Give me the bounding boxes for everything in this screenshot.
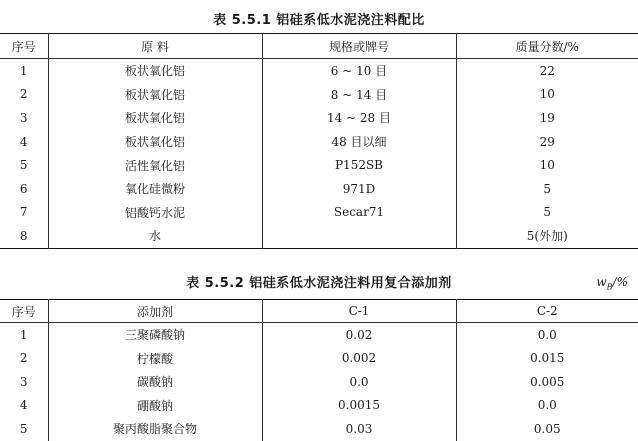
header-index: 序号	[0, 300, 48, 323]
row-index: 4	[19, 134, 28, 149]
additive-table	[0, 299, 638, 441]
row-index: 5	[19, 421, 28, 436]
table-row	[0, 394, 638, 418]
header-material: 原 料	[48, 34, 262, 59]
table-row	[0, 323, 638, 347]
spec: 48 目以细	[262, 130, 456, 154]
material: 水	[48, 224, 262, 248]
mass-fraction: 5	[456, 177, 638, 201]
row-index: 3	[19, 110, 28, 125]
additive: 硼酸钠	[48, 394, 262, 418]
unit-label	[596, 275, 628, 291]
material: 板状氧化铝	[48, 106, 262, 130]
c2-value: 0.005	[456, 370, 638, 394]
c2-value: 0.05	[456, 417, 638, 441]
spec: P152SB	[262, 153, 456, 177]
mix-ratio-table	[0, 33, 638, 249]
table-row	[0, 201, 638, 225]
row-index: 1	[19, 63, 28, 78]
header-additive: 添加剂	[48, 300, 262, 323]
table-row	[0, 153, 638, 177]
header-mass-fraction: 质量分数/%	[456, 34, 638, 59]
mass-fraction: 10	[456, 83, 638, 107]
table1-caption: 表 5.5.1 铝硅系低水泥浇注料配比	[213, 13, 425, 28]
table-row	[0, 59, 638, 83]
additive: 三聚磷酸钠	[48, 323, 262, 347]
material: 板状氧化铝	[48, 130, 262, 154]
c1-value: 0.02	[262, 323, 456, 347]
row-index: 3	[19, 374, 28, 389]
row-index: 8	[19, 228, 28, 243]
mass-fraction: 29	[456, 130, 638, 154]
header-index: 序号	[0, 34, 48, 59]
row-index: 2	[19, 87, 28, 102]
spec: 971D	[262, 177, 456, 201]
material: 氧化硅微粉	[48, 177, 262, 201]
additive: 碳酸钠	[48, 370, 262, 394]
header-c2: C-2	[456, 300, 638, 323]
material: 活性氧化铝	[48, 153, 262, 177]
header-spec: 规格或牌号	[262, 34, 456, 59]
material: 铝酸钙水泥	[48, 201, 262, 225]
spec: 14 ~ 28 目	[262, 106, 456, 130]
row-index: 7	[19, 205, 28, 220]
row-index: 2	[19, 351, 28, 366]
table-header-row	[0, 300, 638, 323]
table-row	[0, 130, 638, 154]
c2-value: 0.015	[456, 347, 638, 371]
table-row	[0, 347, 638, 371]
row-index: 6	[19, 181, 28, 196]
mass-fraction: 22	[456, 59, 638, 83]
mass-fraction: 5(外加)	[456, 224, 638, 248]
table-row	[0, 370, 638, 394]
row-index: 1	[19, 327, 28, 342]
table-row	[0, 177, 638, 201]
spec: 6 ~ 10 目	[262, 59, 456, 83]
table-header-row	[0, 34, 638, 59]
additive: 柠檬酸	[48, 347, 262, 371]
spec	[262, 224, 456, 248]
c1-value: 0.0015	[262, 394, 456, 418]
table-row	[0, 83, 638, 107]
spec: 8 ~ 14 目	[262, 83, 456, 107]
table2-caption: 表 5.5.2 铝硅系低水泥浇注料用复合添加剂	[186, 276, 452, 291]
material: 板状氧化铝	[48, 83, 262, 107]
table-row	[0, 417, 638, 441]
row-index: 5	[19, 158, 28, 173]
unit-symbol: w	[596, 275, 607, 289]
header-c1: C-1	[262, 300, 456, 323]
c1-value: 0.002	[262, 347, 456, 371]
row-index: 4	[19, 398, 28, 413]
spec: Secar71	[262, 201, 456, 225]
additive: 聚丙酸脂聚合物	[48, 417, 262, 441]
unit-suffix: /%	[612, 275, 628, 289]
c1-value: 0.03	[262, 417, 456, 441]
table-row	[0, 106, 638, 130]
table-row	[0, 224, 638, 248]
c2-value: 0.0	[456, 323, 638, 347]
c2-value: 0.0	[456, 394, 638, 418]
c1-value: 0.0	[262, 370, 456, 394]
mass-fraction: 5	[456, 201, 638, 225]
material: 板状氧化铝	[48, 59, 262, 83]
mass-fraction: 19	[456, 106, 638, 130]
unit-subscript: B	[606, 282, 613, 292]
mass-fraction: 10	[456, 153, 638, 177]
